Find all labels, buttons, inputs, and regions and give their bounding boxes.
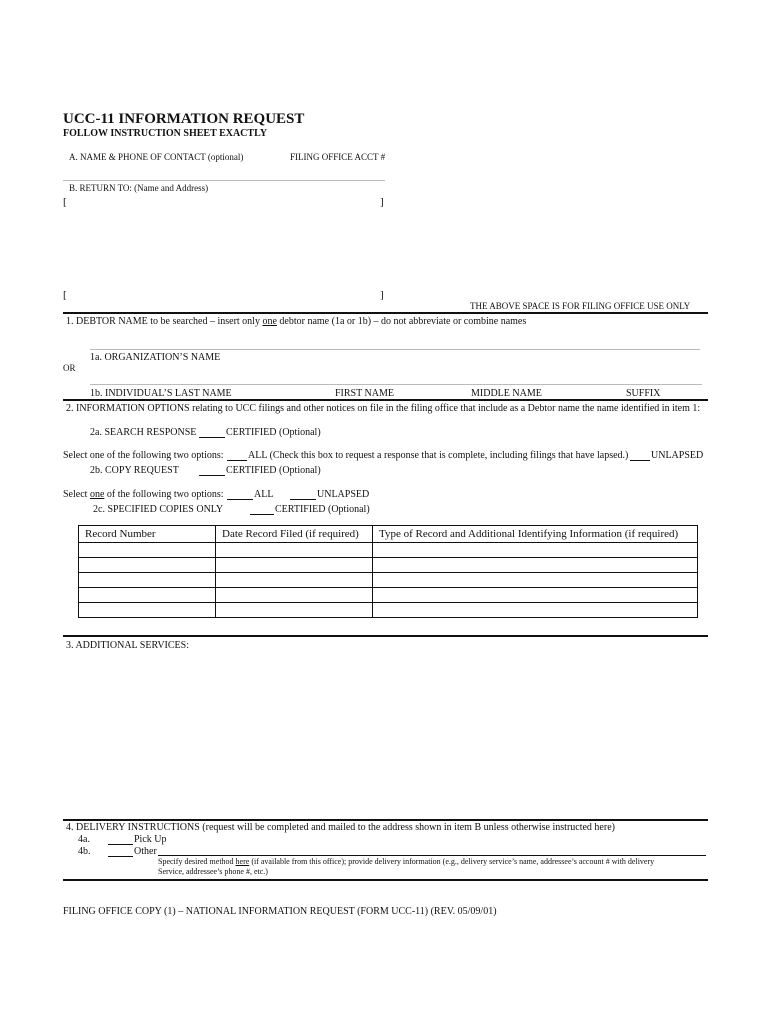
other-method-field[interactable] — [158, 855, 706, 856]
search-unlapsed-label: UNLAPSED — [651, 450, 704, 461]
record-type-cell[interactable] — [373, 588, 698, 603]
acct-label: FILING OFFICE ACCT # — [290, 152, 386, 162]
bracket-open-bottom: [ — [63, 289, 67, 301]
section-3-rule — [63, 635, 708, 637]
record-number-cell[interactable] — [79, 603, 216, 618]
search-certified-blank[interactable] — [199, 428, 225, 438]
first-name-label: FIRST NAME — [335, 388, 394, 399]
delivery-note — [158, 857, 654, 866]
copy-unlapsed-blank[interactable] — [290, 490, 316, 500]
date-filed-cell[interactable] — [216, 573, 373, 588]
record-number-cell[interactable] — [79, 588, 216, 603]
other-number: 4b. — [78, 846, 91, 857]
table-row — [79, 573, 698, 588]
contact-field[interactable] — [63, 180, 385, 181]
copy-options-prefix: Select — [63, 489, 90, 500]
pickup-number: 4a. — [78, 834, 90, 845]
copy-options-suffix: of the following two options: — [104, 489, 224, 500]
organization-name-label: 1a. ORGANIZATION’S NAME — [90, 352, 221, 363]
pickup-label: Pick Up — [134, 834, 167, 845]
search-response-label: 2a. SEARCH RESPONSE — [90, 427, 197, 438]
debtor-heading-suffix: debtor name (1a or 1b) – do not abbreviate or combine names — [276, 316, 527, 327]
date-filed-cell[interactable] — [216, 543, 373, 558]
copy-certified-blank[interactable] — [199, 466, 225, 476]
organization-name-field[interactable] — [90, 349, 700, 350]
copy-unlapsed-label: UNLAPSED — [317, 489, 370, 500]
form-subtitle: FOLLOW INSTRUCTION SHEET EXACTLY — [63, 128, 268, 139]
search-certified-label: CERTIFIED (Optional) — [226, 427, 321, 438]
individual-last-name-label: 1b. INDIVIDUAL’S LAST NAME — [90, 388, 232, 399]
additional-services-area[interactable] — [66, 656, 706, 816]
copy-request-label: 2b. COPY REQUEST — [90, 465, 179, 476]
delivery-note-suffix: (if available from this office); provide delivery information (e.g., delivery service’s name, addressee’s account # with delivery — [249, 857, 655, 866]
bracket-open-top: [ — [63, 196, 67, 208]
copy-options-one: one — [89, 489, 105, 500]
table-row — [79, 558, 698, 573]
information-options-heading: 2. INFORMATION OPTIONS relating to UCC filings and other notices on file in the filing office that include as a Debtor name the name identified in item 1: — [66, 403, 701, 414]
delivery-note-line-2: Service, addressee’s phone #, etc.) — [158, 867, 268, 876]
section-2-rule — [63, 399, 708, 401]
copy-all-label: ALL — [254, 489, 274, 500]
record-type-cell[interactable] — [373, 573, 698, 588]
table-row — [79, 543, 698, 558]
debtor-name-heading — [66, 316, 526, 327]
date-filed-cell[interactable] — [216, 588, 373, 603]
section-4-rule — [63, 819, 708, 821]
individual-name-field[interactable] — [90, 384, 702, 385]
debtor-heading-prefix: 1. DEBTOR NAME to be searched – insert only — [66, 316, 263, 327]
date-filed-cell[interactable] — [216, 558, 373, 573]
record-type-header: Type of Record and Additional Identifying Information (if required) — [373, 526, 698, 543]
section-1-rule — [63, 312, 708, 314]
debtor-heading-one: one — [262, 316, 277, 327]
return-to-label: B. RETURN TO: (Name and Address) — [69, 183, 209, 193]
search-all-blank[interactable] — [227, 451, 247, 461]
copy-certified-label: CERTIFIED (Optional) — [226, 465, 321, 476]
filing-office-use-label: THE ABOVE SPACE IS FOR FILING OFFICE USE ONLY — [470, 301, 691, 311]
other-blank[interactable] — [108, 847, 133, 857]
table-row — [79, 603, 698, 618]
record-number-cell[interactable] — [79, 573, 216, 588]
date-filed-header: Date Record Filed (if required) — [216, 526, 373, 543]
section-4-bottom-rule — [63, 879, 708, 881]
bracket-close-top: ] — [380, 196, 384, 208]
record-type-cell[interactable] — [373, 603, 698, 618]
copy-all-blank[interactable] — [227, 490, 253, 500]
contact-label: A. NAME & PHONE OF CONTACT (optional) — [69, 152, 244, 162]
form-title: UCC-11 INFORMATION REQUEST — [63, 111, 305, 127]
delivery-note-here: here — [235, 857, 250, 866]
specified-certified-blank[interactable] — [250, 505, 274, 515]
bracket-close-bottom: ] — [380, 289, 384, 301]
search-all-label: ALL (Check this box to request a response that is complete, including filings that have lapsed.) — [248, 450, 629, 461]
additional-services-label: 3. ADDITIONAL SERVICES: — [66, 640, 189, 651]
table-header-row — [79, 526, 698, 543]
other-label: Other — [134, 846, 157, 857]
record-type-cell[interactable] — [373, 543, 698, 558]
delivery-note-prefix: Specify desired method — [158, 857, 236, 866]
middle-name-label: MIDDLE NAME — [471, 388, 542, 399]
table-row — [79, 588, 698, 603]
return-address-area[interactable] — [70, 208, 375, 286]
specified-certified-label: CERTIFIED (Optional) — [275, 504, 370, 515]
record-number-cell[interactable] — [79, 558, 216, 573]
search-options-label: Select one of the following two options: — [63, 450, 224, 461]
search-unlapsed-blank[interactable] — [630, 451, 650, 461]
copy-options-label — [63, 489, 224, 500]
record-number-header: Record Number — [79, 526, 216, 543]
or-label: OR — [63, 363, 76, 373]
record-number-cell[interactable] — [79, 543, 216, 558]
specified-copies-label: 2c. SPECIFIED COPIES ONLY — [93, 504, 224, 515]
date-filed-cell[interactable] — [216, 603, 373, 618]
specified-records-table — [78, 525, 698, 618]
delivery-instructions-heading: 4. DELIVERY INSTRUCTIONS (request will be completed and mailed to the address shown in item B unless otherwise instructed here) — [66, 822, 615, 833]
suffix-label: SUFFIX — [626, 388, 661, 399]
pickup-blank[interactable] — [108, 835, 133, 845]
form-footer: FILING OFFICE COPY (1) – NATIONAL INFORMATION REQUEST (FORM UCC-11) (REV. 05/09/01) — [63, 906, 497, 917]
record-type-cell[interactable] — [373, 558, 698, 573]
